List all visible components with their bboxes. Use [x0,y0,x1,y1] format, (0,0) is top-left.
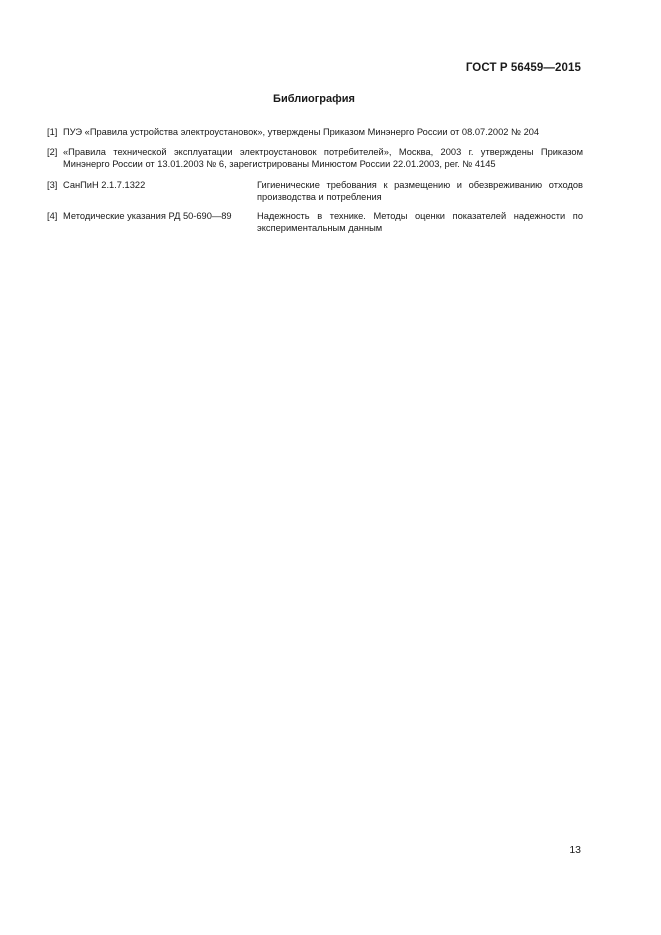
description-line: производства и потребления [257,192,382,202]
description-line: Гигиенические требования к размещению и обезвреживанию отходов [257,180,583,190]
description-line: экспериментальным данным [257,223,383,233]
page-number: 13 [569,844,581,856]
entry-number: [4] [47,211,58,221]
entry-number: [3] [47,180,58,190]
entry-number: [2] [47,147,58,157]
document-name: Методические указания РД 50-690—89 [63,211,232,221]
standard-code: ГОСТ Р 56459—2015 [465,62,581,74]
entry-number: [1] [47,127,58,137]
entry-text [63,146,583,170]
entry-line: «Правила технической эксплуатации электроустановок потребителей», Москва, 2003 г. утверждены Приказом [63,147,583,157]
entry-line: Минэнерго России от 13.01.2003 № 6, зарегистрированы Минюстом России 22.01.2003, рег. № 4145 [63,159,496,169]
entry-line: ПУЭ «Правила устройства электроустановок», утверждены Приказом Минэнерго России от 08.07.2002 № 204 [63,127,540,137]
document-name: СанПиН 2.1.7.1322 [63,180,146,190]
section-title: Библиография [273,93,355,105]
description-line: Надежность в технике. Методы оценки показателей надежности по [257,211,583,221]
document-description [257,179,583,203]
entry-text [63,126,583,138]
document-description [257,210,583,234]
